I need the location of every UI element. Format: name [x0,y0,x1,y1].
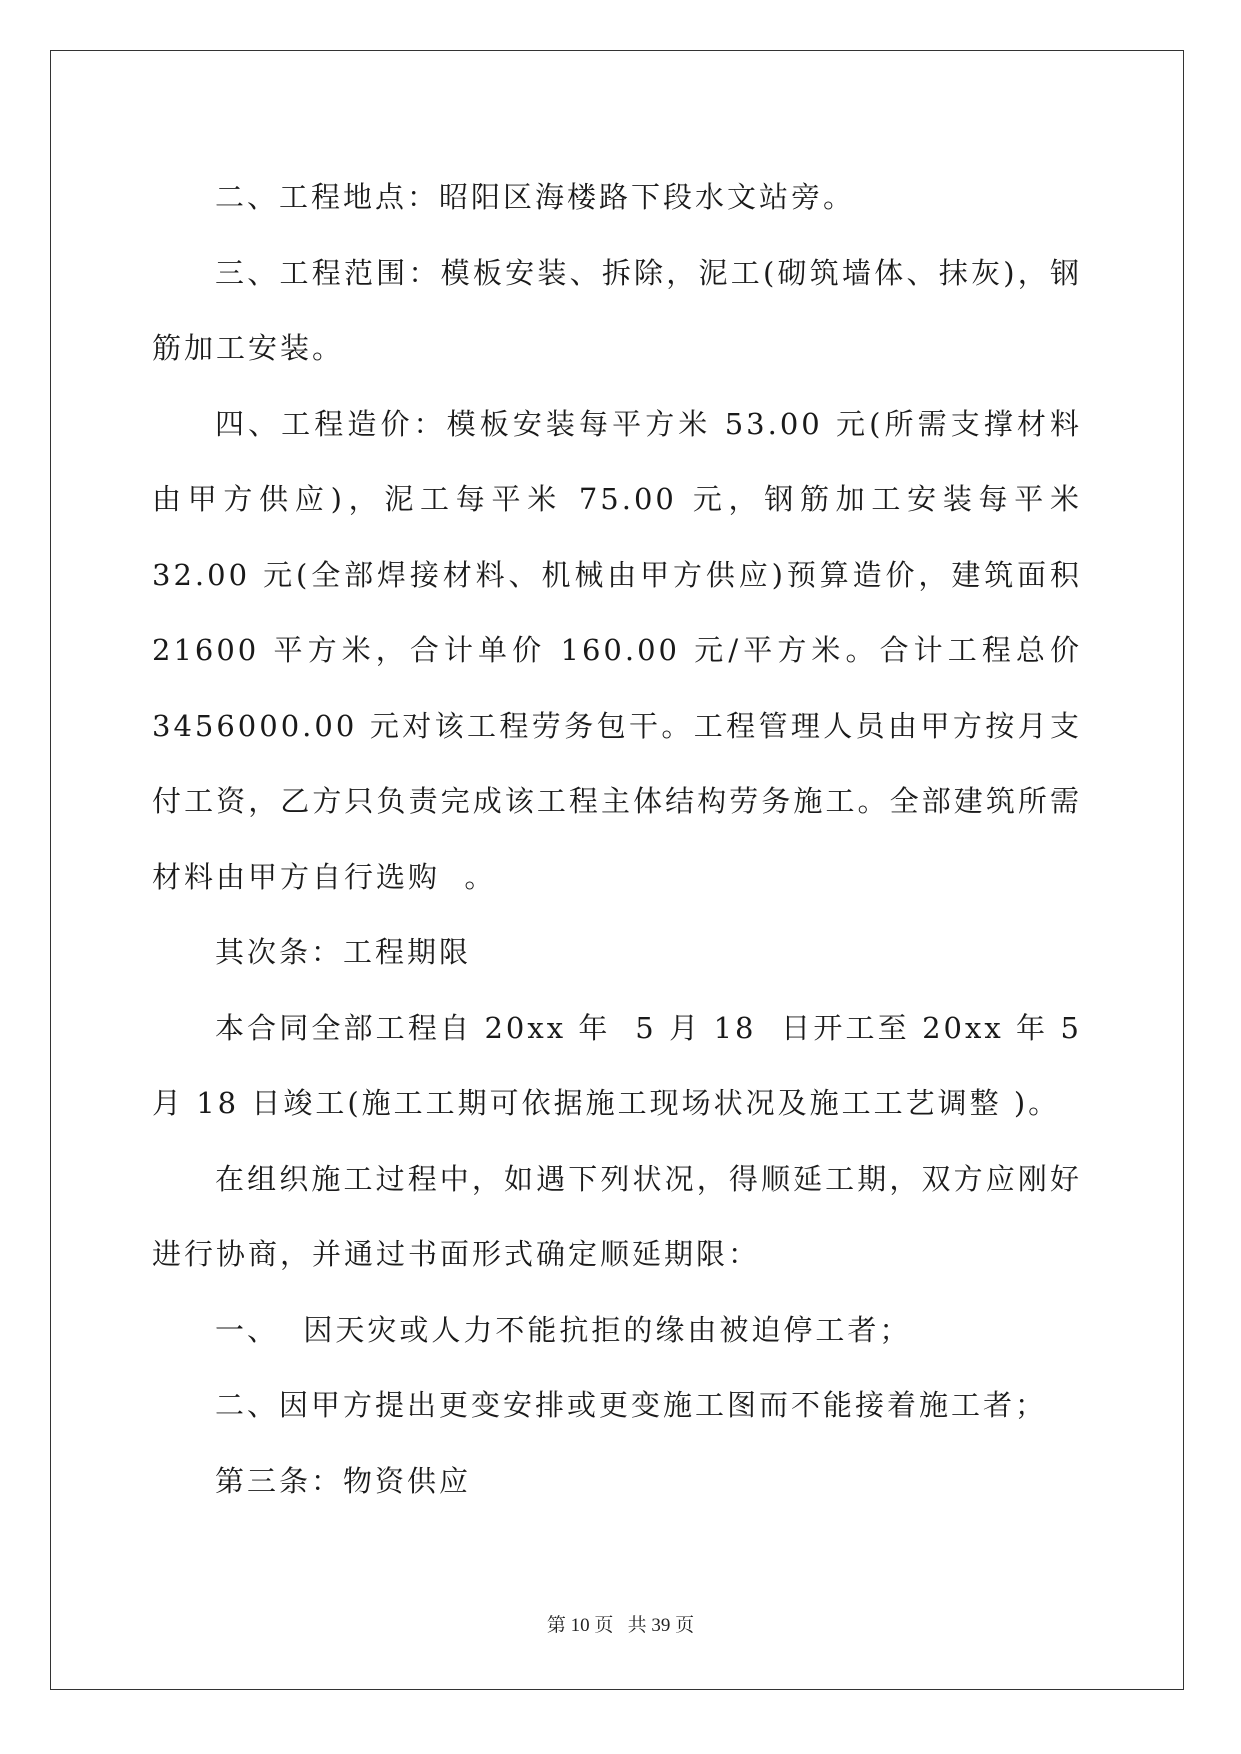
paragraph-project-scope: 三、工程范围：模板安装、拆除，泥工(砌筑墙体、抹灰)，钢筋加工安装。 [152,255,1082,365]
page-number: 第 10 页 [546,1615,614,1636]
page-total: 共 39 页 [627,1615,695,1636]
list-item-design-change: 二、因甲方提出更变安排或更变施工图而不能接着施工者； [215,1388,1048,1422]
paragraph-project-dates: 本合同全部工程自 20xx 年 5 月 18 日开工至 20xx 年 5 月 18 日竣工(施工工期可依据施工现场状况及施工工艺调整 )。 [152,1010,1095,1120]
page-footer [0,1614,1241,1638]
paragraph-project-cost: 四、工程造价：模板安装每平方米 53.00 元(所需支撑材料由甲方供应)，泥工每平米 75.00 元，钢筋加工安装每平米 32.00 元(全部焊接材料、机械由甲方供应)预算造价，建筑面积 21600 平方米，合计单价 160.00 元/平方米。合计工程总价 3456000.00 元对该工程劳务包干。工程管理人员由甲方按月支付工资，乙方只负责完成该工程主体结构劳务施工。全部建筑所需材料由甲方自行选购 。 [152,406,1095,894]
paragraph-project-location: 二、工程地点：昭阳区海楼路下段水文站旁。 [215,180,856,214]
paragraph-extension-conditions: 在组织施工过程中，如遇下列状况，得顺延工期，双方应刚好进行协商，并通过书面形式确定顺延期限： [152,1161,1082,1271]
section-heading-material-supply: 第三条：物资供应 [215,1463,472,1498]
list-item-force-majeure: 一、 因天灾或人力不能抗拒的缘由被迫停工者； [215,1312,912,1347]
section-heading-project-period: 其次条：工程期限 [215,935,472,969]
document-body [152,160,1095,1519]
